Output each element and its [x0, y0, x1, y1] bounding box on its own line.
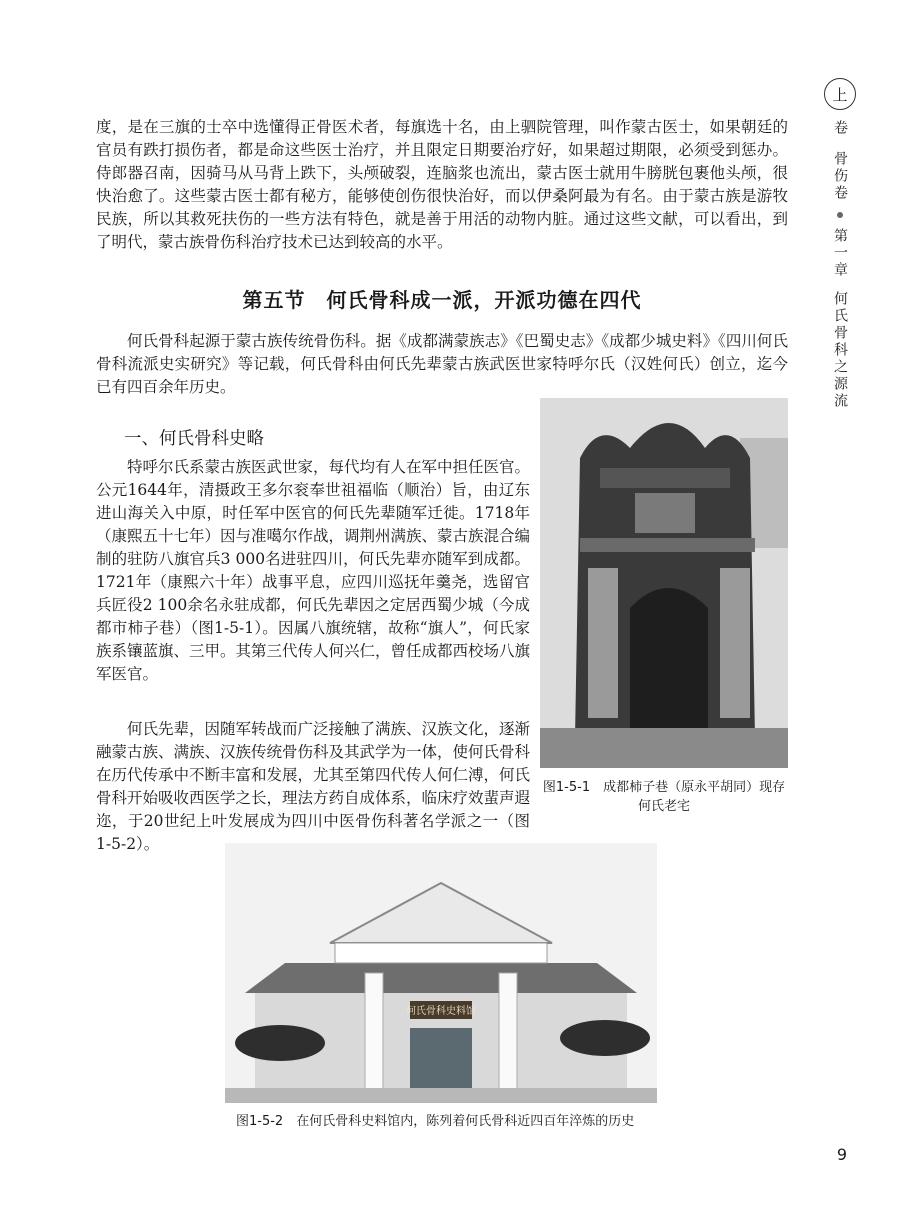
history-paragraph-2: 何氏先辈，因随军转战而广泛接触了满族、汉族文化，逐渐融蒙古族、满族、汉族传统骨伤科及其武学为一体，使何氏骨科在历代传承中不断丰富和发展，尤其至第四代传人何仁溥，何氏骨科开始吸收西医学之长，理法方药自成体系，临床疗效蜚声遐迩，于20世纪上叶发展成为四川中医骨伤科著名学派之一（图1-5-2）。	[96, 720, 531, 853]
history-paragraph-1: 特呼尔氏系蒙古族医武世家，每代均有人在军中担任医官。公元1644年，清摄政王多尔衮奉世祖福临（顺治）旨，由辽东进山海关入中原，时任军中医官的何氏先辈随军迁徙。1718年（康熙五十七年）因与准噶尔作战，调荆州满族、蒙古族混合编制的驻防八旗官兵3 000名进驻四川，何氏先辈亦随军到成都。1721年（康熙六十年）战事平息，应四川巡抚年羹尧，选留官兵匠役2 100余名永驻成都，何氏先辈因之定居西蜀少城（今成都市柿子巷）（图1-5-1）。因属八旗统辖，故称“旗人”，何氏家族系镶蓝旗、三甲。其第三代传人何兴仁，曾任成都西校场八旗军医官。	[96, 458, 531, 683]
intro-paragraph: 度，是在三旗的士卒中选懂得正骨医术者，每旗选十名，由上驷院管理，叫作蒙古医士，如果朝廷的官员有跌打损伤者，都是命这些医士治疗，并且限定日期要治疗好，如果超过期限，必须受到惩办。侍郎器召南，因骑马从马背上跌下，头颅破裂，连脑浆也流出，蒙古医士就用牛膀胱包裹他头颅，很快治愈了。这些蒙古医士都有秘方，能够使创伤很快治好，而以伊桑阿最为有名。由于蒙古族是游牧民族，所以其救死扶伤的一些方法有特色，就是善于用活的动物内脏。通过这些文献，可以看出，到了明代，蒙古族骨伤科治疗技术已达到较高的水平。	[96, 118, 788, 251]
volume-marker	[824, 78, 856, 110]
volume-char-1: 上	[832, 85, 848, 104]
subheading: 一、何氏骨科史略	[124, 429, 264, 449]
chapter-label: 第一章	[832, 228, 848, 279]
volume-char-2: 卷	[832, 120, 848, 137]
figure-1-photo	[540, 398, 788, 768]
figure-2-caption: 图1-5-2 在何氏骨科史料馆内，陈列着何氏骨科近四百年淬炼的历史	[236, 1114, 635, 1129]
chapter-title: 何氏骨科之源流	[832, 291, 848, 410]
figure-2-photo	[225, 843, 657, 1103]
museum-illustration	[225, 843, 657, 1103]
section-paragraph-1: 何氏骨科起源于蒙古族传统骨伤科。据《成都满蒙族志》《巴蜀史志》《成都少城史料》《四川何氏骨科流派史实研究》等记载，何氏骨科由何氏先辈蒙古族武医世家特呼尔氏（汉姓何氏）创立，迄今已有四百余年历史。	[96, 332, 788, 396]
section-heading: 第五节 何氏骨科成一派，开派功德在四代	[242, 288, 642, 312]
sidebar-dot	[837, 212, 843, 218]
old-house-illustration	[540, 398, 788, 768]
museum-sign: 何氏骨科史料馆	[406, 1006, 476, 1017]
chapter-sidebar	[820, 78, 860, 410]
volume-name: 骨伤卷	[832, 151, 848, 202]
figure-1-caption: 图1-5-1 成都柿子巷（原永平胡同）现存何氏老宅	[542, 780, 786, 814]
page-number: 9	[836, 1145, 848, 1164]
